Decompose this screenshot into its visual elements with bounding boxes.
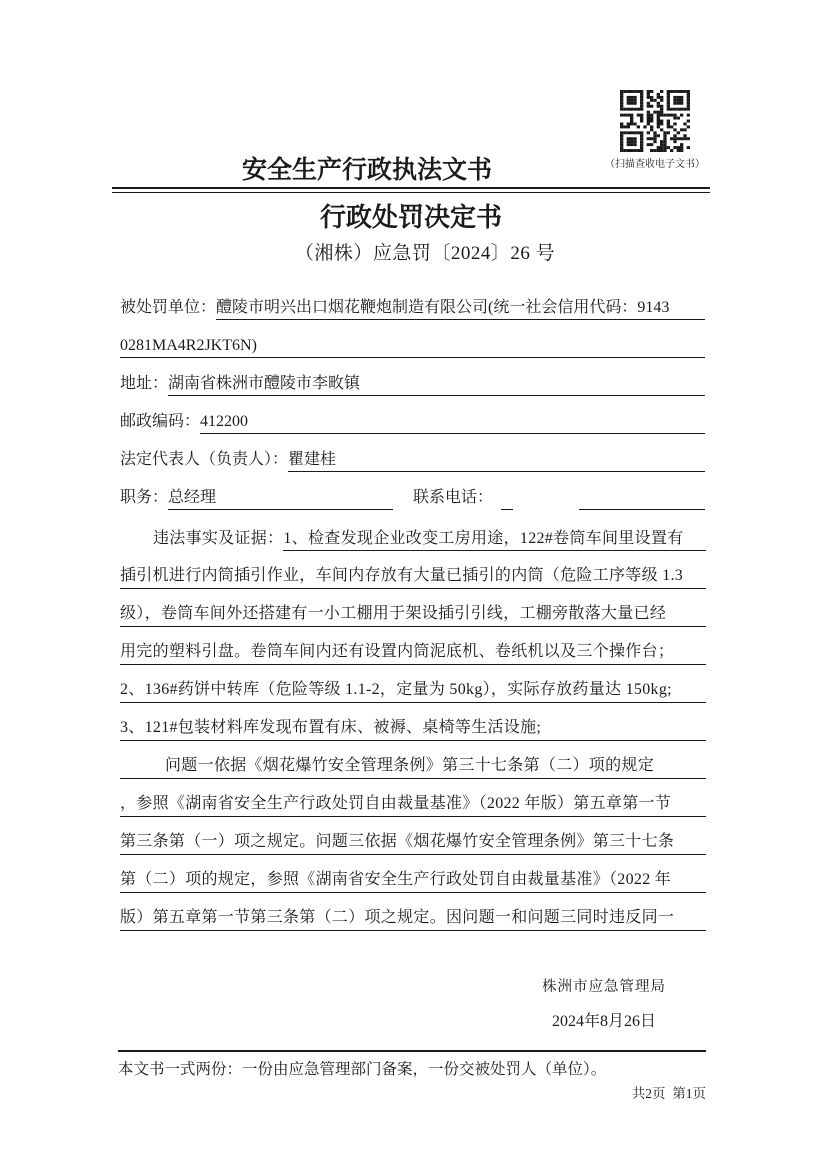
body-text-section [120, 527, 706, 944]
facts-line-2: 插引机进行内筒插引作业，车间内存放有大量已插引的内筒（危险工序等级 1.3 [120, 564, 706, 589]
penalized-unit-value: 醴陵市明兴出口烟花鞭炮制造有限公司(统一社会信用代码：9143 [216, 296, 705, 320]
postcode-value: 412200 [200, 410, 705, 434]
qr-code-icon [620, 90, 690, 152]
field-address [120, 372, 705, 396]
basis-line-5: 版）第五章第一节第三条第（二）项之规定。因问题一和问题三同时违反同一 [120, 906, 706, 931]
legal-rep-value: 瞿建桂 [288, 448, 705, 472]
category-title-text: 安全生产行政执法文书 [241, 156, 492, 184]
basis-line-4: 第（二）项的规定，参照《湖南省安全生产行政处罚自由裁量基准》（2022 年 [120, 868, 706, 893]
title-divider [112, 187, 710, 193]
paragraph-indent [120, 527, 153, 551]
category-title [0, 150, 822, 186]
field-penalized-unit-continuation [120, 334, 705, 358]
address-label: 地址： [120, 375, 169, 392]
field-postcode [120, 410, 705, 434]
phone-blank-line [579, 486, 705, 510]
facts-line-6: 3、121#包装材料库发现布置有床、被褥、桌椅等生活设施; [120, 716, 706, 741]
facts-line-1-text: 1、检查发现企业改变工房用途，122#卷筒车间里设置有 [283, 527, 706, 551]
position-label: 职务： [120, 489, 169, 506]
pagination: 共2页 第1页 [631, 1086, 706, 1101]
doc-title: 行政处罚决定书 [319, 202, 502, 232]
issue-date: 2024年8月26日 [551, 1013, 656, 1030]
basis-line-3: 第三条第（一）项之规定。问题三依据《烟花爆竹安全管理条例》第三十七条 [120, 830, 706, 855]
qr-caption: （扫描查收电子文书） [605, 159, 705, 170]
facts-line-5: 2、136#药饼中转库（危险等级 1.1-2，定量为 50kg），实际存放药量达 150kg; [120, 678, 706, 703]
field-position-and-phone [120, 486, 705, 510]
signature-block [504, 975, 704, 1031]
address-value: 湖南省株洲市醴陵市李畋镇 [168, 372, 705, 396]
facts-label: 违法事实及证据： [153, 530, 284, 547]
postcode-label: 邮政编码： [120, 413, 201, 430]
issuing-agency: 株洲市应急管理局 [542, 979, 666, 995]
field-penalized-unit [120, 296, 705, 320]
penalized-unit-label: 被处罚单位： [120, 299, 217, 316]
penalized-unit-value-cont: 0281MA4R2JKT6N) [120, 334, 705, 358]
spacer [393, 486, 413, 510]
basis-line-1: 问题一依据《烟花爆竹安全管理条例》第三十七条第（二）项的规定 [120, 754, 706, 779]
field-legal-representative [120, 448, 705, 472]
position-value: 总经理 [168, 486, 393, 510]
fields-section [120, 296, 705, 524]
basis-line-2: ，参照《湖南省安全生产行政处罚自由裁量基准》（2022 年版）第五章第一节 [120, 792, 706, 817]
doc-number-text: （湘株）应急罚〔2024〕26 号 [294, 243, 556, 264]
facts-line-4: 用完的塑料引盘。卷筒车间内还有设置内筒泥底机、卷纸机以及三个操作台； [120, 640, 706, 665]
footer [118, 1050, 706, 1102]
phone-short-line [501, 486, 513, 510]
legal-rep-label: 法定代表人（负责人）： [120, 451, 289, 468]
doc-number [0, 238, 822, 265]
footer-note: 本文书一式两份：一份由应急管理部门备案，一份交被处罚人（单位）。 [118, 1061, 607, 1078]
facts-line-1 [120, 527, 706, 551]
phone-label: 联系电话： [413, 489, 494, 506]
facts-line-3: 级），卷筒车间外还搭建有一小工棚用于架设插引引线，工棚旁散落大量已经 [120, 602, 706, 627]
